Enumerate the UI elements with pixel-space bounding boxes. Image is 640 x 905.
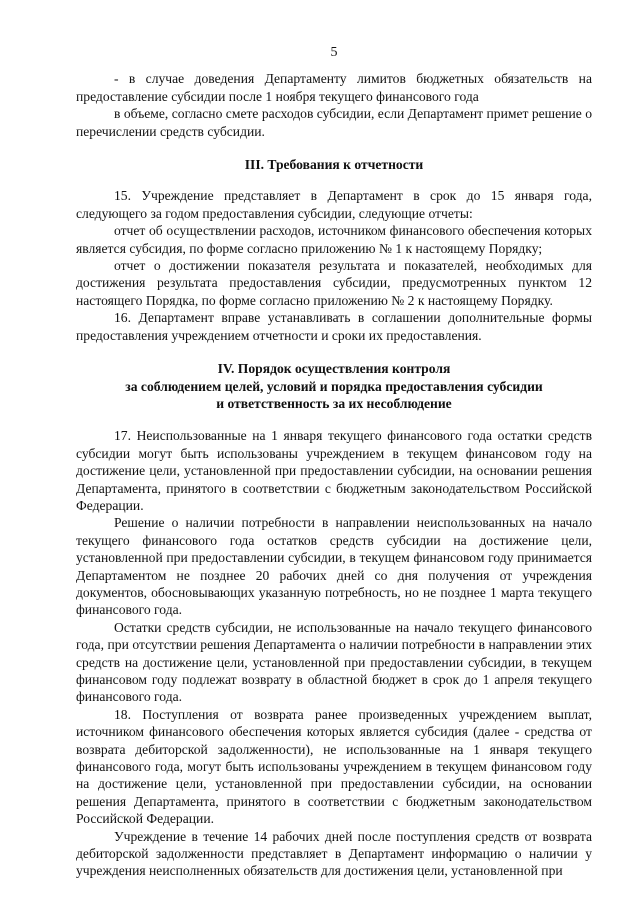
paragraph-16: 16. Департамент вправе устанавливать в соглашении дополнительные формы предоставления учреждением отчетности и сроки их предоставления. <box>76 310 592 343</box>
document-page <box>76 44 592 880</box>
section-4-heading <box>76 360 592 412</box>
paragraph-15-report-2: отчет о достижении показателя результата и показателей, необходимых для достижения результата предоставления субсидии, предусмотренных пунктом 12 настоящего Порядка, по форме согласно приложению № 2 к настоящему Порядку. <box>76 258 592 308</box>
section-4-heading-line-1: IV. Порядок осуществления контроля <box>217 361 451 377</box>
paragraph-top-1: - в случае доведения Департаменту лимитов бюджетных обязательств на предоставление субсидии после 1 ноября текущего финансового года <box>76 71 592 104</box>
paragraph-15-report-1: отчет об осуществлении расходов, источником финансового обеспечения которых является субсидия, по форме согласно приложению № 1 к настоящему Порядку; <box>76 223 592 256</box>
section-4-heading-line-2: за соблюдением целей, условий и порядка предоставления субсидии <box>125 378 543 394</box>
paragraph-17-decision: Решение о наличии потребности в направлении неиспользованных на начало текущего финансового года остатков средств субсидии на достижение цели, установленной при предоставлении субсидии, в текущем финансовом году принимается Департаментом не позднее 20 рабочих дней со дня получения от учреждения документов, обосновывающих указанную потребность, но не позднее 1 марта текущего финансового года. <box>76 515 592 618</box>
page-number: 5 <box>330 45 338 60</box>
paragraph-17-remainders: Остатки средств субсидии, не использованные на начало текущего финансового года, при отсутствии решения Департамента о наличии потребности в направлении этих средств на достижение цели, установленной при предоставлении субсидии, в текущем финансовом году подлежат возврату в областной бюджет в срок до 1 апреля текущего финансового года. <box>76 619 592 705</box>
paragraph-18-receivables: Учреждение в течение 14 рабочих дней после поступления средств от возврата дебиторской задолженности представляет в Департамент информацию о наличии у учреждения неисполненных обязательств для достижения цели, установленной при <box>76 828 592 879</box>
section-4-heading-line-3: и ответственность за их несоблюдение <box>216 395 452 411</box>
paragraph-17: 17. Неиспользованные на 1 января текущего финансового года остатки средств субсидии могут быть использованы учреждением в текущем финансовом году на достижение цели, установленной при предоставлении субсидии, на основании решения Департамента, принятого в соответствии с бюджетным законодательством Российской Федерации. <box>76 428 592 513</box>
paragraph-top-2: в объеме, согласно смете расходов субсидии, если Департамент примет решение о перечислении средств субсидии. <box>76 106 592 139</box>
section-3-heading: III. Требования к отчетности <box>244 157 424 173</box>
paragraph-15: 15. Учреждение представляет в Департамент в срок до 15 января года, следующего за годом предоставления субсидии, следующие отчеты: <box>76 188 592 221</box>
paragraph-18: 18. Поступления от возврата ранее произведенных учреждением выплат, источником финансового обеспечения которых является субсидия (далее - средства от возврата дебиторской задолженности), не использованные на 1 января текущего финансового года, могут быть использованы учреждением в текущем финансовом году на достижение цели, установленной при предоставлении субсидии, на основании решения Департамента, принятого в соответствии с бюджетным законодательством Российской Федерации. <box>76 706 592 827</box>
